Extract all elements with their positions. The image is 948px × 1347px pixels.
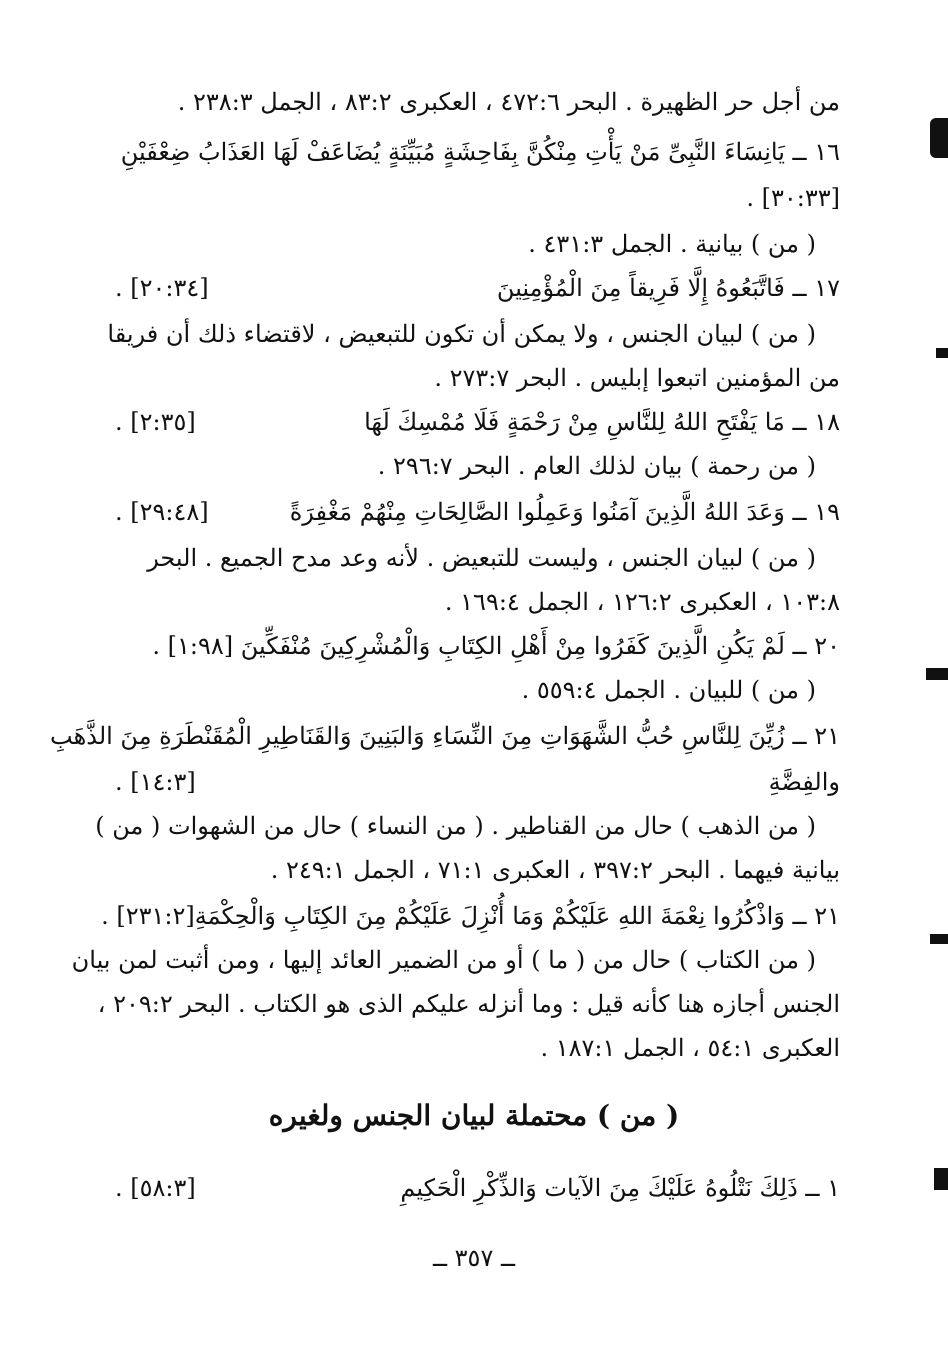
verse-text: ١ ــ ذَلِكَ نَتْلُوهُ عَلَيْكَ مِنَ الآيات وَالذِّكْرِ الْحَكِيمِ [400,1174,840,1202]
verse-text: ١٩ ــ وَعَدَ اللهُ الَّذِينَ آمَنُوا وَعَمِلُوا الصَّالِحَاتِ مِنْهُمْ مَغْفِرَةً [289,498,840,526]
commentary-line: ( من ) لبيان الجنس ، وليست للتبعيض . لأنه وعد مدح الجميع . البحر [147,544,816,572]
scan-edge-mark [934,1168,948,1190]
verse-reference: [٢٩:٤٨] . [115,498,209,526]
scan-edge-mark [930,118,948,158]
commentary-line: العكبرى ٥٤:١ ، الجمل ١٨٧:١ . [540,1034,840,1062]
verse-line [115,404,840,440]
scan-edge-mark [936,348,948,358]
commentary-line: ( من ) بيانية . الجمل ٤٣١:٣ . [528,230,816,258]
commentary-line: ( من ) للبيان . الجمل ٥٥٩:٤ . [521,676,816,704]
verse-line: ٢١ ــ وَاذْكُرُوا نِعْمَةَ اللهِ عَلَيْكُمْ وَمَا أُنْزِلَ عَلَيْكُمْ مِنَ الكِتَابِ وَالْحِكْمَةِ[٢٣١:٢] . [101,902,840,930]
verse-line [115,764,840,800]
verse-line [115,1170,840,1206]
page-number: ــ ٣٥٧ ــ [432,1244,516,1272]
commentary-line: ( من رحمة ) بيان لذلك العام . البحر ٢٩٦:٧ . [377,452,816,480]
scan-edge-mark [926,668,948,680]
verse-text: ١٨ ــ مَا يَفْتَحِ اللهُ لِلنَّاسِ مِنْ رَحْمَةٍ فَلَا مُمْسِكَ لَهَا [364,408,840,436]
verse-text: والفِضَّةِ [768,768,840,796]
verse-reference: [٣٠:٣٣] . [746,184,840,212]
commentary-line: ( من الذهب ) حال من القناطير . ( من النساء ) حال من الشهوات ( من ) [95,812,816,840]
verse-line [115,494,840,530]
section-heading: ( من ) محتملة لبيان الجنس ولغيره [268,1099,680,1132]
verse-text: ١٧ ــ فَاتَّبَعُوهُ إِلَّا فَرِيقاً مِنَ الْمُؤْمِنِينَ [496,274,840,302]
commentary-line: ١٠٣:٨ ، العكبرى ١٢٦:٢ ، الجمل ١٦٩:٤ . [444,588,840,616]
verse-line [115,270,840,306]
commentary-line: ( من الكتاب ) حال من ( ما ) أو من الضمير العائد إليها ، ومن أثبت لمن بيان [71,946,816,974]
text-line: من أجل حر الظهيرة . البحر ٤٧٢:٦ ، العكبرى ٨٣:٢ ، الجمل ٢٣٨:٣ . [177,88,840,116]
verse-reference: [١٤:٣] . [115,768,196,796]
commentary-line: ( من ) لبيان الجنس ، ولا يمكن أن تكون للتبعيض ، لاقتضاء ذلك أن فريقا [107,320,816,348]
verse-reference: [٢:٣٥] . [115,408,196,436]
verse-line: ٢١ ــ زُيِّنَ لِلنَّاسِ حُبُّ الشَّهَوَاتِ مِنَ النِّسَاءِ وَالبَنِينَ وَالقَنَاطِيرِ الْمُقَنْطَرَةِ مِنَ الذَّهَبِ [50,722,840,750]
verse-line: ٢٠ ــ لَمْ يَكُنِ الَّذِينَ كَفَرُوا مِنْ أَهْلِ الكِتَابِ وَالْمُشْرِكِينَ مُنْفَكِّينَ [١:٩٨] . [152,632,840,660]
commentary-line: الجنس أجازه هنا كأنه قيل : وما أنزله عليكم الذى هو الكتاب . البحر ٢٠٩:٢ ، [97,990,840,1018]
scan-edge-mark [930,934,948,944]
commentary-line: بيانية فيهما . البحر ٣٩٧:٢ ، العكبرى ٧١:١ ، الجمل ٢٤٩:١ . [270,856,840,884]
commentary-line: من المؤمنين اتبعوا إبليس . البحر ٢٧٣:٧ . [434,364,840,392]
verse-line: ١٦ ــ يَانِسَاءَ النَّبِىِّ مَنْ يَأْتِ مِنْكُنَّ بِفَاحِشَةٍ مُبَيِّنَةٍ يُضَاعَفْ لَهَا العَذَابُ ضِعْفَيْنِ [120,138,840,166]
verse-reference: [٢٠:٣٤] . [115,274,209,302]
verse-reference: [٥٨:٣] . [115,1174,196,1202]
